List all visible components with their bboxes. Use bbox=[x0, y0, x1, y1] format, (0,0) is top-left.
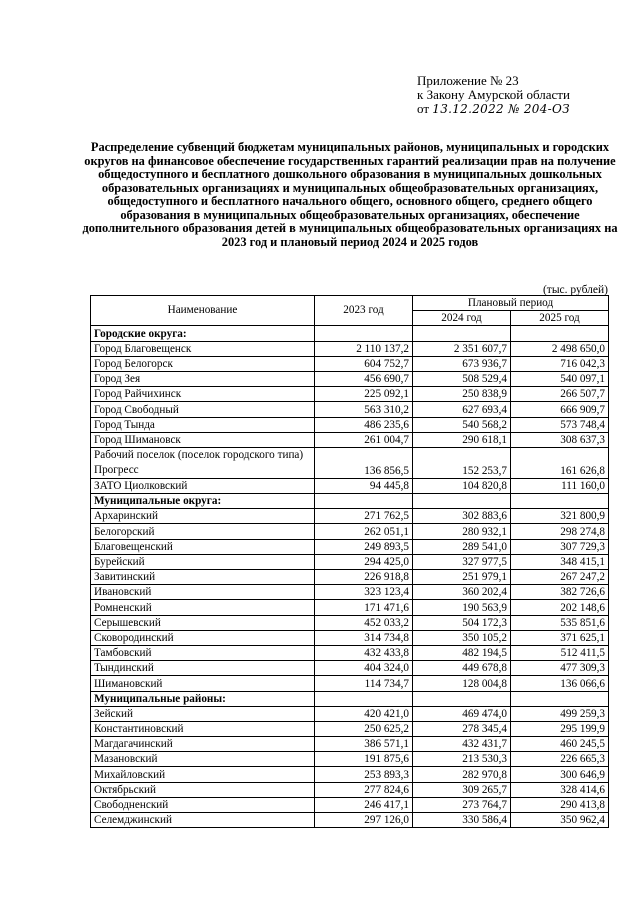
row-name: Зейский bbox=[91, 706, 315, 721]
value-2023: 452 033,2 bbox=[315, 615, 413, 630]
value-2023: 604 752,7 bbox=[315, 356, 413, 371]
table-row bbox=[91, 797, 609, 812]
value-2023: 314 734,8 bbox=[315, 630, 413, 645]
value-2025: 161 626,8 bbox=[511, 447, 609, 478]
value-2023: 432 433,8 bbox=[315, 645, 413, 660]
empty-cell bbox=[511, 494, 609, 509]
value-2024: 302 883,6 bbox=[413, 509, 511, 524]
value-2024: 309 265,7 bbox=[413, 782, 511, 797]
empty-cell bbox=[315, 494, 413, 509]
table-row bbox=[91, 737, 609, 752]
row-name: Бурейский bbox=[91, 554, 315, 569]
value-2024: 504 172,3 bbox=[413, 615, 511, 630]
value-2025: 573 748,4 bbox=[511, 417, 609, 432]
value-2024: 104 820,8 bbox=[413, 478, 511, 493]
value-2023: 563 310,2 bbox=[315, 402, 413, 417]
value-2024: 289 541,0 bbox=[413, 539, 511, 554]
value-2024: 280 932,1 bbox=[413, 524, 511, 539]
value-2025: 298 274,8 bbox=[511, 524, 609, 539]
appendix-number: Приложение № 23 bbox=[417, 73, 519, 88]
value-2023: 277 824,6 bbox=[315, 782, 413, 797]
value-2024: 282 970,8 bbox=[413, 767, 511, 782]
value-2024: 673 936,7 bbox=[413, 356, 511, 371]
row-name: Свободненский bbox=[91, 797, 315, 812]
section-heading: Городские округа: bbox=[91, 326, 315, 341]
table-row bbox=[91, 585, 609, 600]
value-2025: 136 066,6 bbox=[511, 676, 609, 691]
header-2023: 2023 год bbox=[315, 296, 413, 326]
value-2024: 627 693,4 bbox=[413, 402, 511, 417]
value-2025: 371 625,1 bbox=[511, 630, 609, 645]
value-2025: 111 160,0 bbox=[511, 478, 609, 493]
row-name: Ромненский bbox=[91, 600, 315, 615]
value-2024: 432 431,7 bbox=[413, 737, 511, 752]
value-2025: 267 247,2 bbox=[511, 570, 609, 585]
table-row bbox=[91, 615, 609, 630]
value-2023: 136 856,5 bbox=[315, 447, 413, 478]
value-2024: 273 764,7 bbox=[413, 797, 511, 812]
row-name: Шимановский bbox=[91, 676, 315, 691]
value-2025: 226 665,3 bbox=[511, 752, 609, 767]
table-row bbox=[91, 417, 609, 432]
value-2023: 249 893,5 bbox=[315, 539, 413, 554]
value-2025: 308 637,3 bbox=[511, 432, 609, 447]
row-name: Тамбовский bbox=[91, 645, 315, 660]
value-2025: 290 413,8 bbox=[511, 797, 609, 812]
value-2024: 482 194,5 bbox=[413, 645, 511, 660]
value-2023: 2 110 137,2 bbox=[315, 341, 413, 356]
section-row bbox=[91, 326, 609, 341]
value-2025: 328 414,6 bbox=[511, 782, 609, 797]
value-2025: 266 507,7 bbox=[511, 387, 609, 402]
row-name: Рабочий поселок (поселок городского типа) Прогресс bbox=[91, 447, 315, 478]
row-name: Константиновский bbox=[91, 721, 315, 736]
row-name: Город Тында bbox=[91, 417, 315, 432]
row-name: Селемджинский bbox=[91, 813, 315, 828]
value-2025: 295 199,9 bbox=[511, 721, 609, 736]
value-2024: 449 678,8 bbox=[413, 661, 511, 676]
value-2023: 250 625,2 bbox=[315, 721, 413, 736]
table-row bbox=[91, 387, 609, 402]
value-2025: 382 726,6 bbox=[511, 585, 609, 600]
value-2023: 456 690,7 bbox=[315, 371, 413, 386]
value-2024: 330 586,4 bbox=[413, 813, 511, 828]
value-2024: 250 838,9 bbox=[413, 387, 511, 402]
value-2023: 386 571,1 bbox=[315, 737, 413, 752]
value-2024: 540 568,2 bbox=[413, 417, 511, 432]
appendix-law: к Закону Амурской области bbox=[417, 87, 570, 102]
empty-cell bbox=[315, 691, 413, 706]
row-name: Магдагачинский bbox=[91, 737, 315, 752]
value-2025: 540 097,1 bbox=[511, 371, 609, 386]
section-row bbox=[91, 494, 609, 509]
table-row bbox=[91, 524, 609, 539]
row-name: Город Райчихинск bbox=[91, 387, 315, 402]
value-2023: 253 893,3 bbox=[315, 767, 413, 782]
value-2023: 420 421,0 bbox=[315, 706, 413, 721]
value-2025: 512 411,5 bbox=[511, 645, 609, 660]
value-2024: 213 530,3 bbox=[413, 752, 511, 767]
header-2025: 2025 год bbox=[511, 311, 609, 326]
row-name: Серышевский bbox=[91, 615, 315, 630]
value-2023: 94 445,8 bbox=[315, 478, 413, 493]
value-2024: 128 004,8 bbox=[413, 676, 511, 691]
value-2025: 321 800,9 bbox=[511, 509, 609, 524]
row-name: Город Шимановск bbox=[91, 432, 315, 447]
value-2023: 271 762,5 bbox=[315, 509, 413, 524]
value-2025: 350 962,4 bbox=[511, 813, 609, 828]
value-2023: 225 092,1 bbox=[315, 387, 413, 402]
value-2025: 477 309,3 bbox=[511, 661, 609, 676]
row-name: Октябрьский bbox=[91, 782, 315, 797]
section-heading: Муниципальные округа: bbox=[91, 494, 315, 509]
value-2023: 261 004,7 bbox=[315, 432, 413, 447]
value-2025: 300 646,9 bbox=[511, 767, 609, 782]
value-2023: 486 235,6 bbox=[315, 417, 413, 432]
value-2025: 2 498 650,0 bbox=[511, 341, 609, 356]
empty-cell bbox=[413, 494, 511, 509]
header-plan-period: Плановый период bbox=[413, 296, 609, 311]
header-name: Наименование bbox=[91, 296, 315, 326]
handwritten-date-number: 13.12.2022 № 204-ОЗ bbox=[432, 102, 570, 116]
value-2024: 152 253,7 bbox=[413, 447, 511, 478]
value-2023: 262 051,1 bbox=[315, 524, 413, 539]
table-body bbox=[91, 326, 609, 828]
table-row bbox=[91, 539, 609, 554]
table-row bbox=[91, 509, 609, 524]
empty-cell bbox=[511, 326, 609, 341]
value-2024: 360 202,4 bbox=[413, 585, 511, 600]
table-row bbox=[91, 356, 609, 371]
empty-cell bbox=[511, 691, 609, 706]
value-2024: 290 618,1 bbox=[413, 432, 511, 447]
table-row bbox=[91, 676, 609, 691]
table-row bbox=[91, 706, 609, 721]
table-row bbox=[91, 371, 609, 386]
table-row bbox=[91, 402, 609, 417]
table-row bbox=[91, 645, 609, 660]
value-2024: 469 474,0 bbox=[413, 706, 511, 721]
value-2023: 294 425,0 bbox=[315, 554, 413, 569]
row-name: Благовещенский bbox=[91, 539, 315, 554]
table-row bbox=[91, 782, 609, 797]
table-row bbox=[91, 341, 609, 356]
section-row bbox=[91, 691, 609, 706]
row-name: Ивановский bbox=[91, 585, 315, 600]
row-name: ЗАТО Циолковский bbox=[91, 478, 315, 493]
value-2024: 251 979,1 bbox=[413, 570, 511, 585]
section-heading: Муниципальные районы: bbox=[91, 691, 315, 706]
row-name: Сковородинский bbox=[91, 630, 315, 645]
empty-cell bbox=[413, 691, 511, 706]
row-name: Михайловский bbox=[91, 767, 315, 782]
value-2023: 404 324,0 bbox=[315, 661, 413, 676]
table-row bbox=[91, 447, 609, 478]
table-row bbox=[91, 767, 609, 782]
document-title: Распределение субвенций бюджетам муниципальных районов, муниципальных и городских округов на финансовое обеспечение государственных гарантий реализации прав на получение общедоступного и бесплатного дошкольного образования в муниципальных дошкольных образовательных организациях и муниципальных общеобразовательных организациях, общедоступного и бесплатного начального общего, основного общего, среднего общего образования в муниципальных общеобразовательных организациях, обеспечение дополнительного образования детей в муниципальных общеобразовательных организациях на 2023 год и плановый период 2024 и 2025 годов bbox=[82, 140, 618, 249]
appendix-date-prefix: от bbox=[417, 101, 430, 116]
empty-cell bbox=[315, 326, 413, 341]
table-row bbox=[91, 752, 609, 767]
value-2023: 114 734,7 bbox=[315, 676, 413, 691]
value-2024: 190 563,9 bbox=[413, 600, 511, 615]
value-2024: 508 529,4 bbox=[413, 371, 511, 386]
value-2024: 350 105,2 bbox=[413, 630, 511, 645]
value-2025: 307 729,3 bbox=[511, 539, 609, 554]
table-row bbox=[91, 630, 609, 645]
subvention-table bbox=[90, 295, 609, 828]
table-row bbox=[91, 721, 609, 736]
table-row bbox=[91, 570, 609, 585]
row-name: Белогорский bbox=[91, 524, 315, 539]
value-2025: 535 851,6 bbox=[511, 615, 609, 630]
value-2025: 666 909,7 bbox=[511, 402, 609, 417]
value-2025: 716 042,3 bbox=[511, 356, 609, 371]
value-2023: 226 918,8 bbox=[315, 570, 413, 585]
value-2025: 202 148,6 bbox=[511, 600, 609, 615]
row-name: Архаринский bbox=[91, 509, 315, 524]
table-row bbox=[91, 813, 609, 828]
table-row bbox=[91, 600, 609, 615]
row-name: Город Благовещенск bbox=[91, 341, 315, 356]
value-2023: 171 471,6 bbox=[315, 600, 413, 615]
appendix-date-line bbox=[417, 102, 570, 116]
units-label: (тыс. рублей) bbox=[542, 284, 608, 296]
row-name: Город Свободный bbox=[91, 402, 315, 417]
row-name: Город Белогорск bbox=[91, 356, 315, 371]
header-2024: 2024 год bbox=[413, 311, 511, 326]
value-2023: 191 875,6 bbox=[315, 752, 413, 767]
table-row bbox=[91, 554, 609, 569]
value-2023: 246 417,1 bbox=[315, 797, 413, 812]
row-name: Тындинский bbox=[91, 661, 315, 676]
row-name: Мазановский bbox=[91, 752, 315, 767]
row-name: Завитинский bbox=[91, 570, 315, 585]
table-row bbox=[91, 661, 609, 676]
value-2025: 348 415,1 bbox=[511, 554, 609, 569]
value-2024: 2 351 607,7 bbox=[413, 341, 511, 356]
value-2023: 297 126,0 bbox=[315, 813, 413, 828]
value-2025: 460 245,5 bbox=[511, 737, 609, 752]
value-2024: 278 345,4 bbox=[413, 721, 511, 736]
table-row bbox=[91, 432, 609, 447]
empty-cell bbox=[413, 326, 511, 341]
row-name: Город Зея bbox=[91, 371, 315, 386]
value-2023: 323 123,4 bbox=[315, 585, 413, 600]
table-row bbox=[91, 478, 609, 493]
value-2024: 327 977,5 bbox=[413, 554, 511, 569]
appendix-block bbox=[417, 74, 570, 116]
value-2025: 499 259,3 bbox=[511, 706, 609, 721]
